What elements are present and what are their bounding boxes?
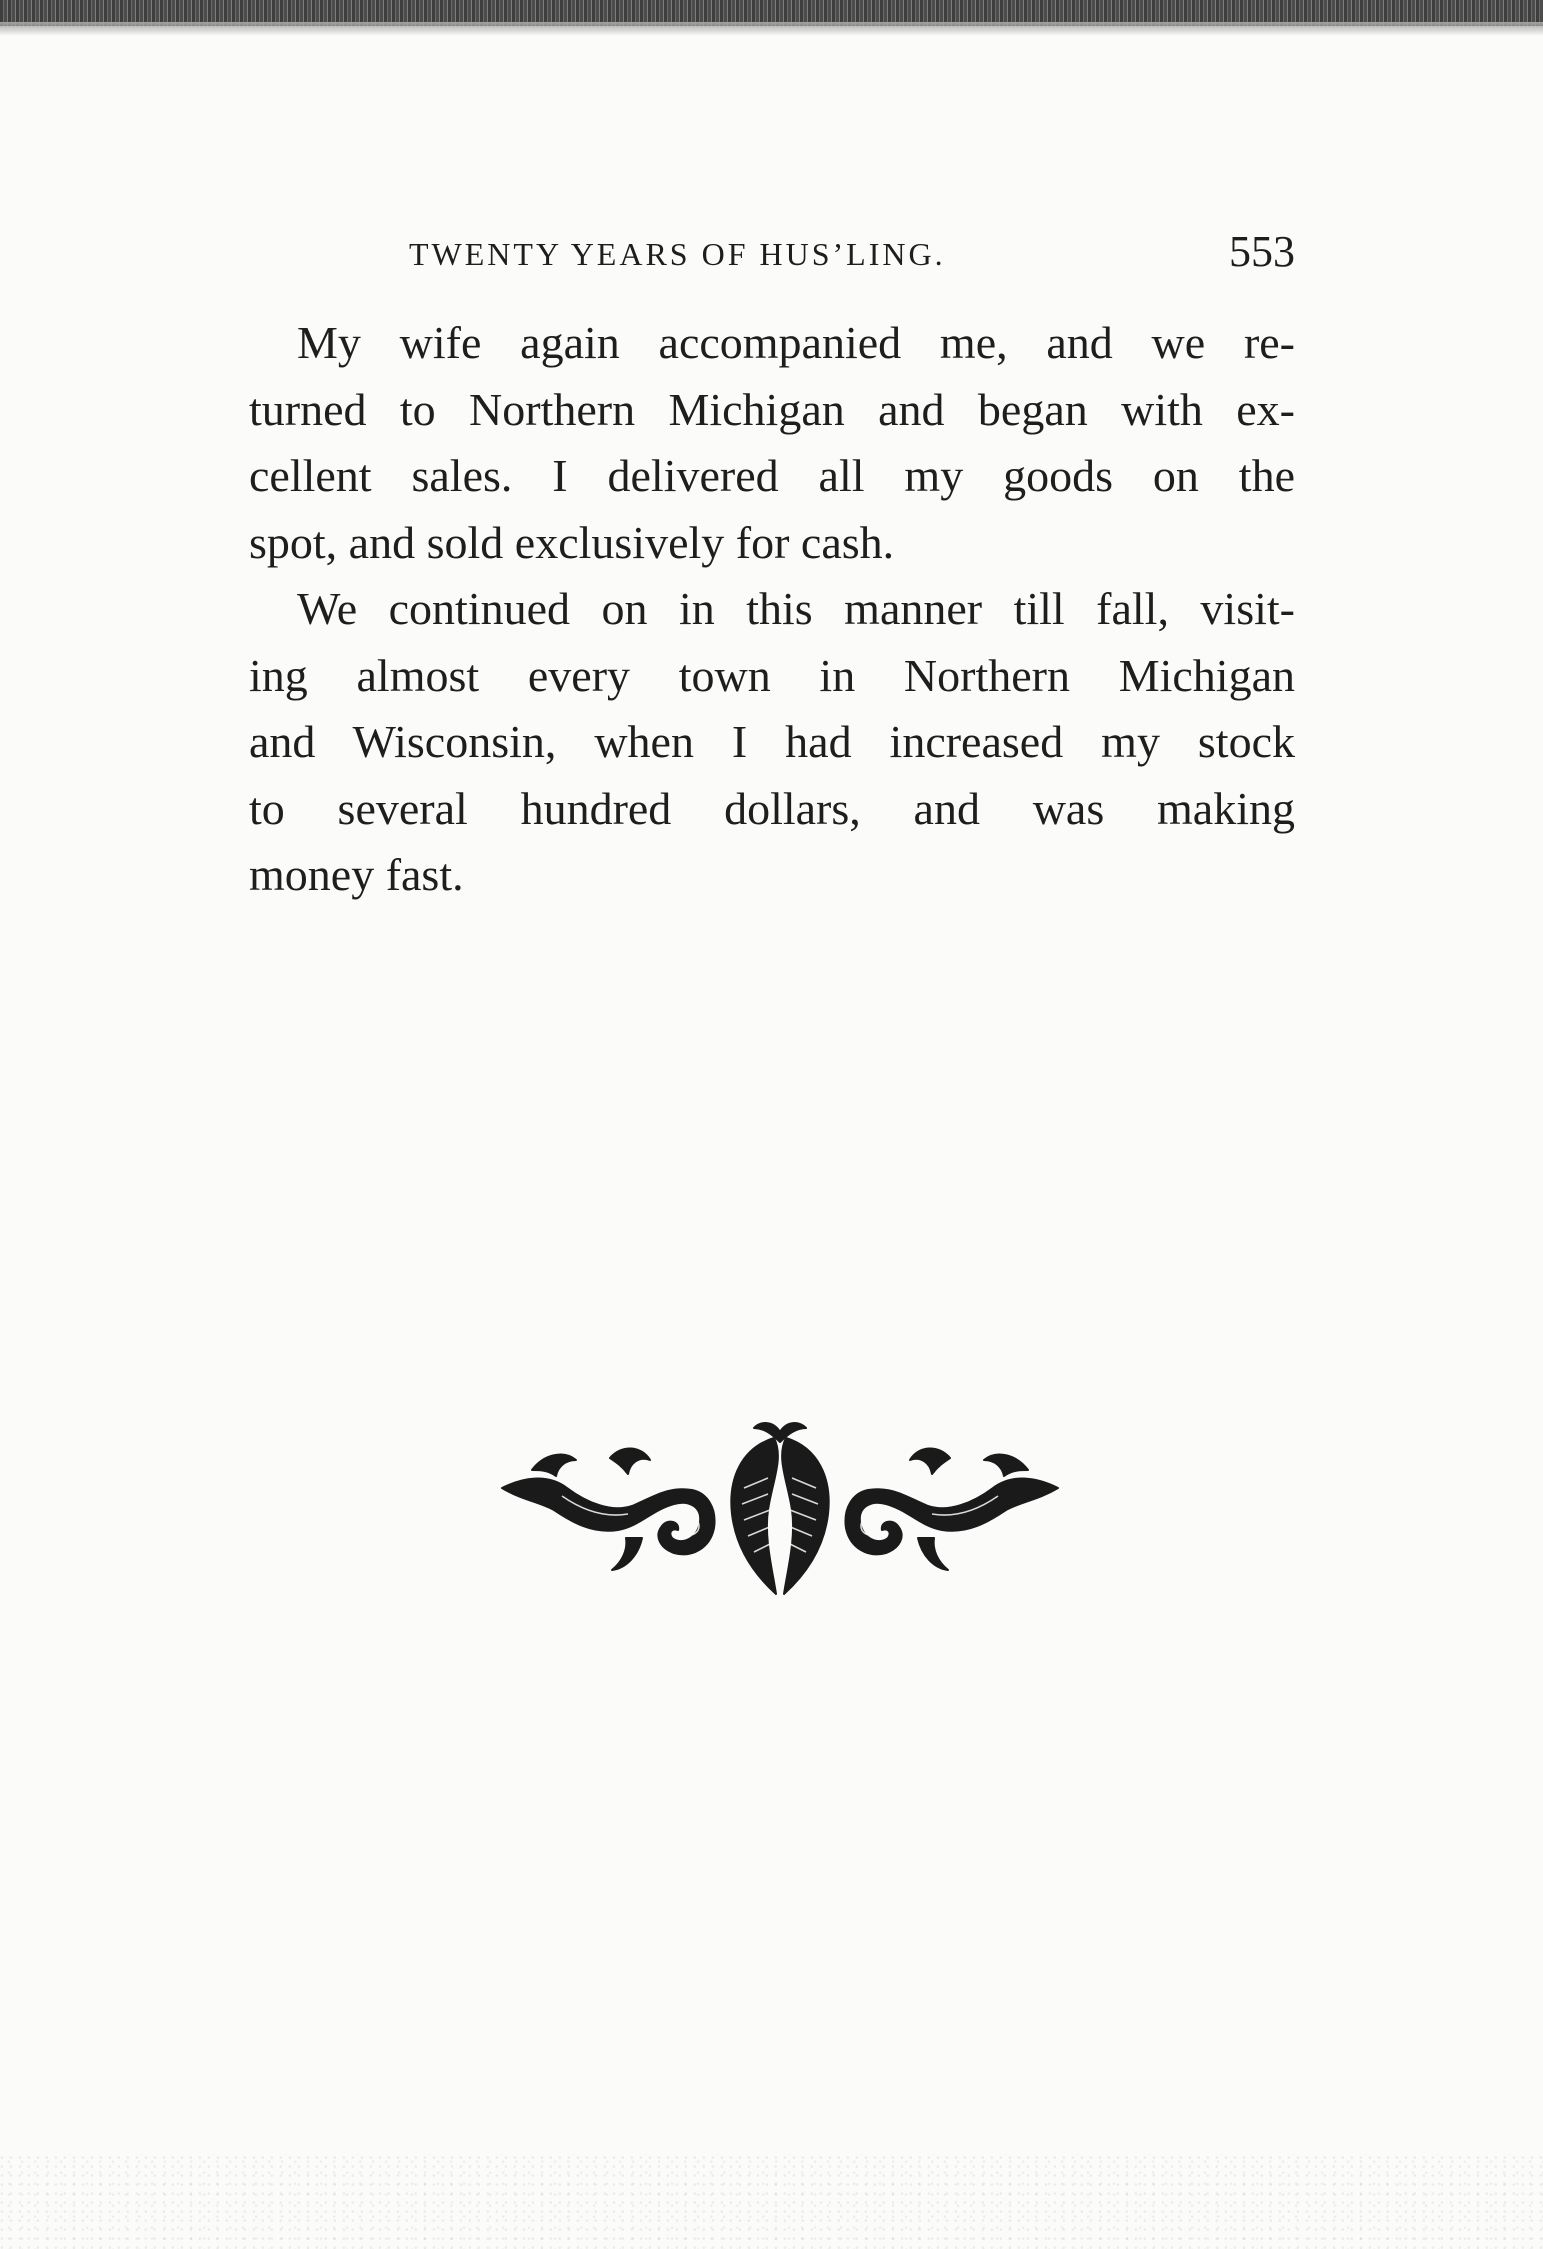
text-line: and Wisconsin, when I had increased my stock bbox=[249, 716, 1295, 767]
text-line: to several hundred dollars, and was making bbox=[249, 782, 1295, 834]
text-line: money fast. bbox=[249, 849, 464, 900]
running-title: TWENTY YEARS OF HUS’LING. bbox=[409, 236, 946, 272]
scan-top-edge bbox=[0, 0, 1543, 26]
scan-bottom-texture bbox=[0, 2154, 1543, 2249]
text-line: cellent sales. I delivered all my goods on the bbox=[249, 450, 1295, 501]
text-line: spot, and sold exclusively for cash. bbox=[249, 516, 895, 568]
text-line: My wife again accompanied me, and we re- bbox=[297, 317, 1295, 368]
text-line: We continued on in this manner till fall, visit- bbox=[297, 583, 1295, 634]
page-number: 553 bbox=[1229, 227, 1295, 276]
paragraph bbox=[249, 576, 1295, 909]
running-header bbox=[249, 226, 1295, 286]
text-line: ing almost every town in Northern Michigan bbox=[249, 649, 1295, 701]
text-line: turned to Northern Michigan and began with ex- bbox=[249, 383, 1295, 435]
paragraph bbox=[249, 310, 1295, 576]
body-text bbox=[249, 310, 1295, 909]
floral-ornament-icon bbox=[492, 1418, 1068, 1598]
